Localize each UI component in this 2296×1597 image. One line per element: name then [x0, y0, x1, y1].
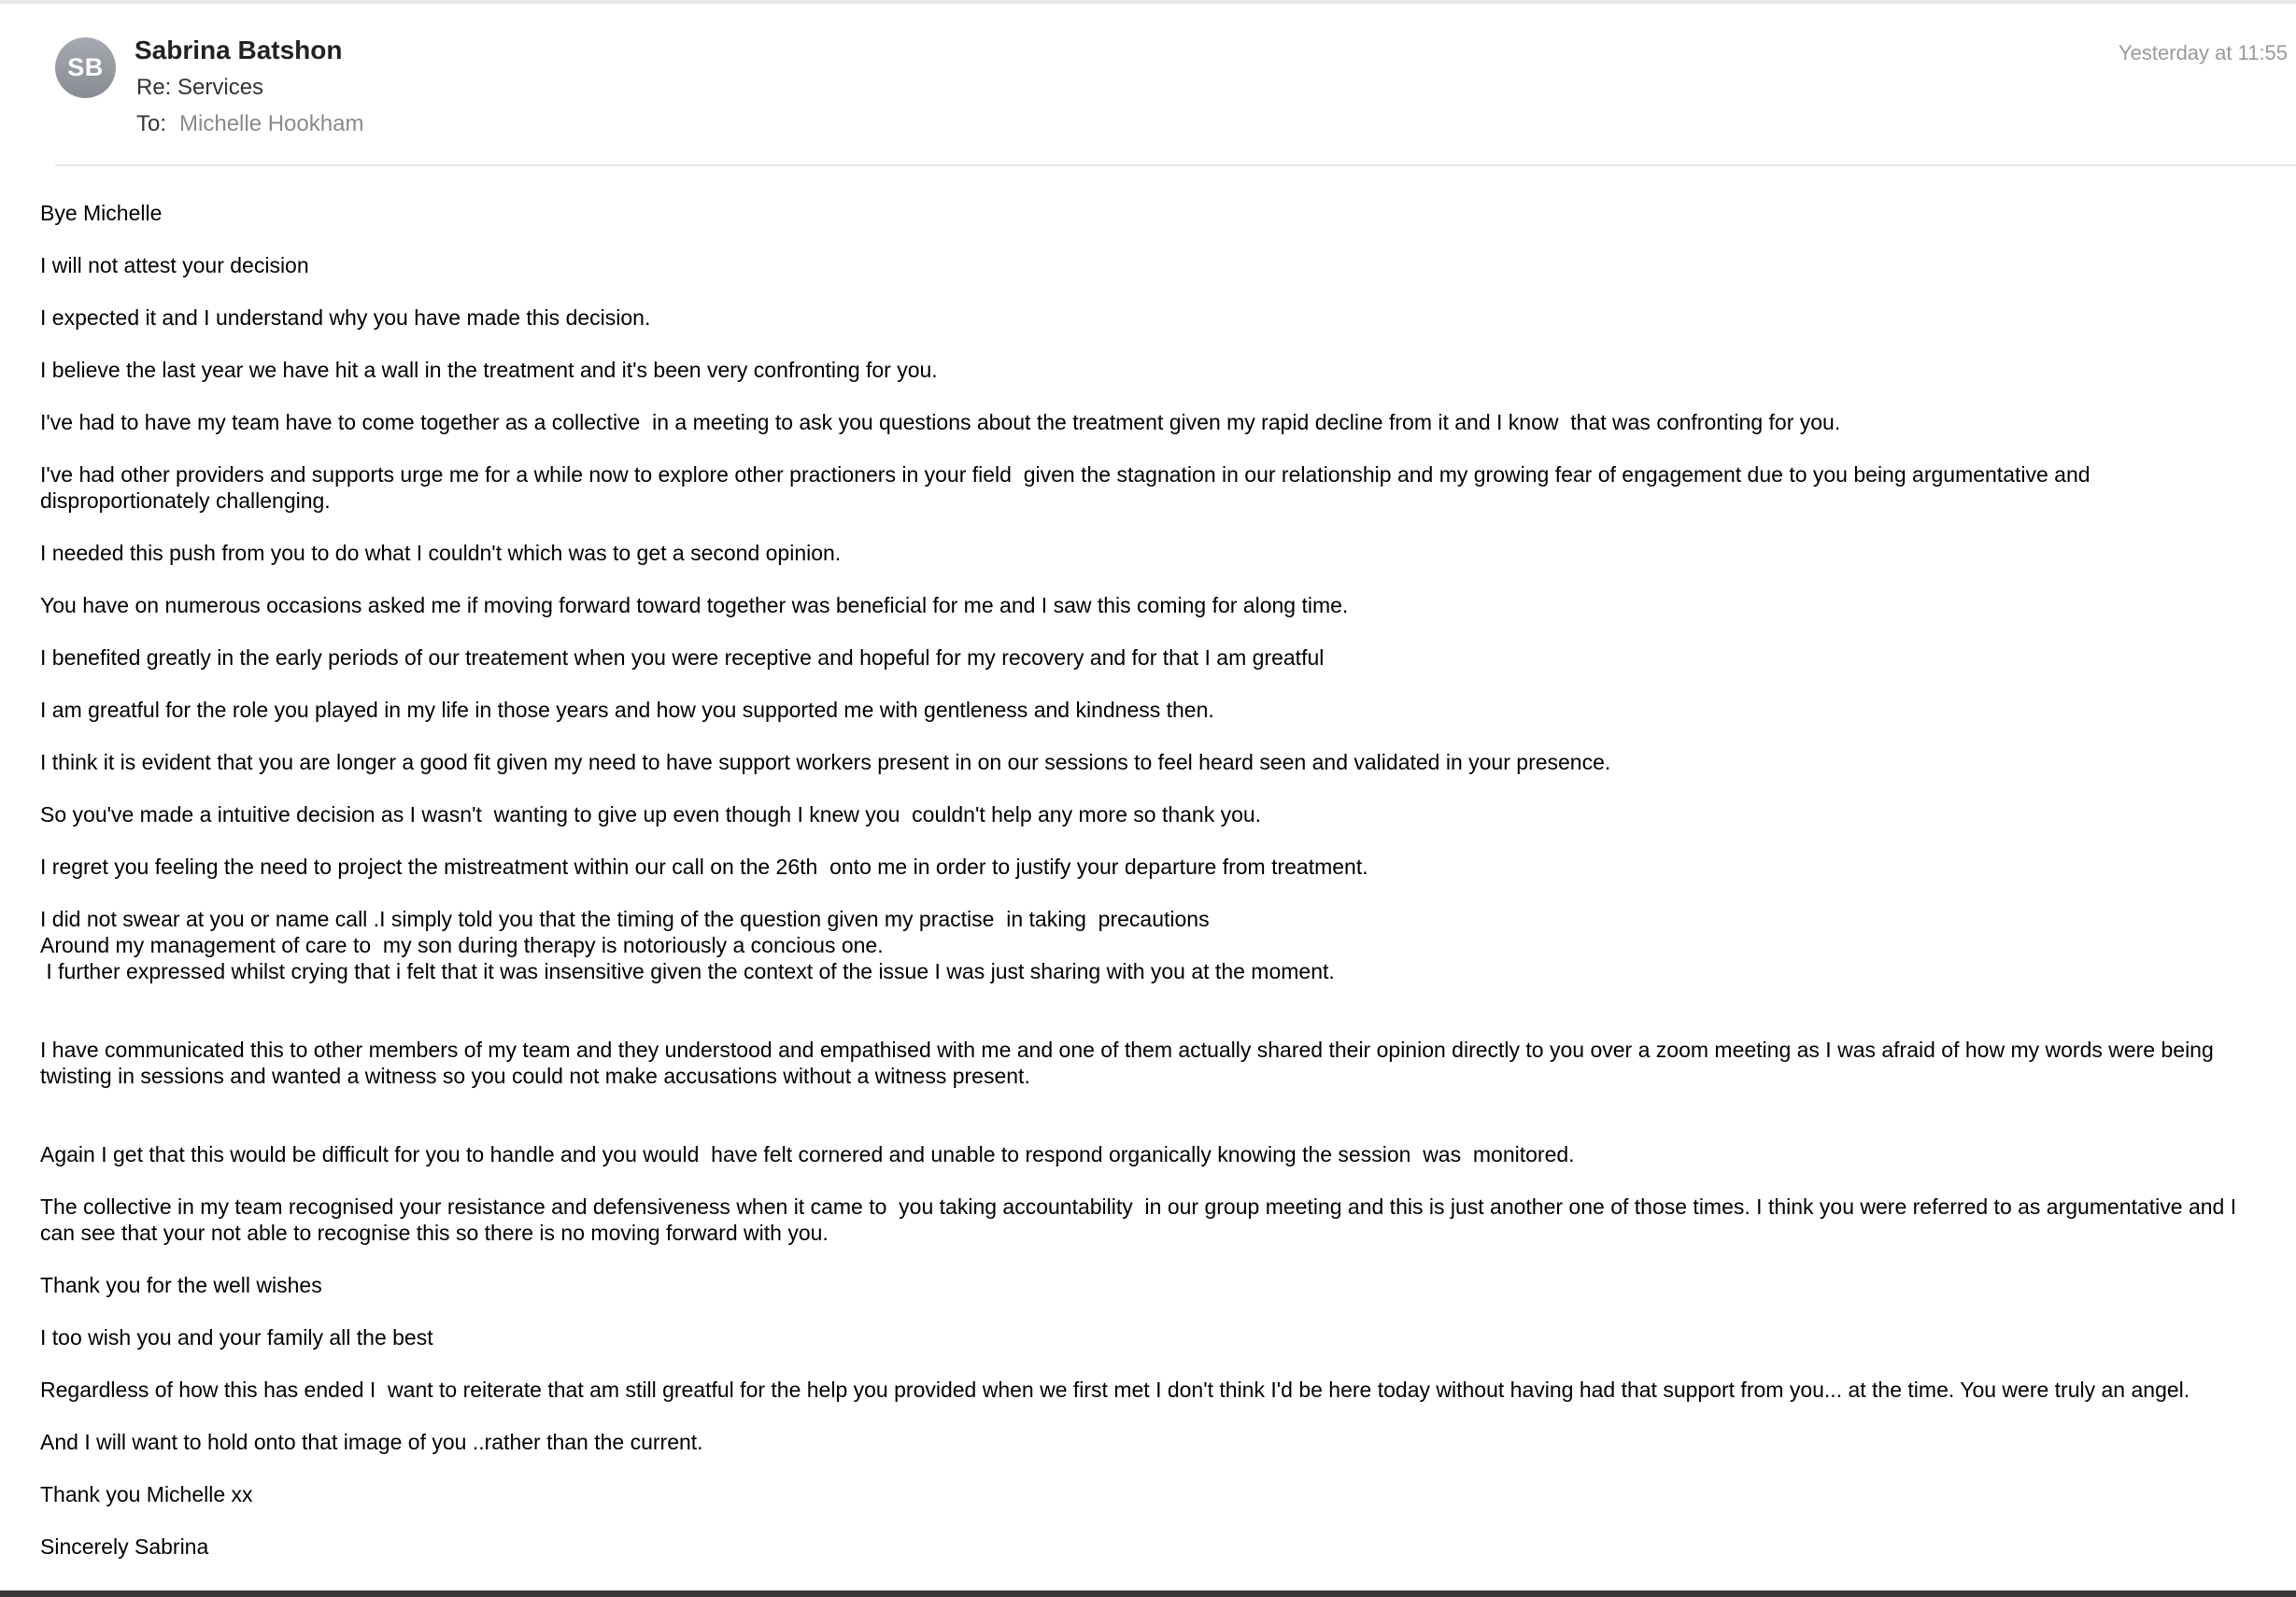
- body-line: I have communicated this to other members of my team and they understood and empathised with me and one of them actually shared their opinion directly to you over a zoom meeting as I was afraid of how my words were being: [40, 1038, 2214, 1062]
- body-paragraph: [40, 697, 2296, 723]
- body-paragraph: [40, 1272, 2296, 1298]
- body-line: I think it is evident that you are longer a good fit given my need to have support workers present in on our sessions to feel heard seen and validated in your presence.: [40, 750, 1611, 774]
- body-line: So you've made a intuitive decision as I wasn't wanting to give up even though I knew you couldn't help any more so thank you.: [40, 802, 1262, 827]
- body-line: You have on numerous occasions asked me if moving forward toward together was beneficial for me and I saw this coming for along time.: [40, 593, 1349, 617]
- message-timestamp: Yesterday at 11:55: [2119, 41, 2289, 64]
- body-paragraph: [40, 540, 2296, 566]
- body-paragraph: [40, 357, 2296, 383]
- body-line: I believe the last year we have hit a wall in the treatment and it's been very confronting for you.: [40, 358, 938, 382]
- body-line: Around my management of care to my son during therapy is notoriously a concious one.: [40, 933, 884, 957]
- to-label: To:: [136, 111, 167, 136]
- body-line: I am greatful for the role you played in my life in those years and how you supported me with gentleness and kindness then.: [40, 698, 1214, 722]
- body-line: I benefited greatly in the early periods of our treatement when you were receptive and hopeful for my recovery and for that I am greatful: [40, 645, 1325, 670]
- body-paragraph: [40, 409, 2296, 435]
- body-line: The collective in my team recognised your resistance and defensiveness when it came to you taking accountability in our group meeting and this is just another one of those times. I think you were referred to as argumentative and I: [40, 1194, 2237, 1219]
- body-line: I will not attest your decision: [40, 253, 309, 277]
- body-paragraph: [40, 1429, 2296, 1455]
- body-paragraph: [40, 801, 2296, 827]
- sender-name[interactable]: Sabrina Batshon: [135, 35, 343, 64]
- body-paragraph: [40, 304, 2296, 331]
- sender-avatar[interactable]: SB: [55, 37, 116, 98]
- body-paragraph: [40, 1141, 2296, 1167]
- recipient-name[interactable]: Michelle Hookham: [179, 111, 364, 136]
- body-paragraph: [40, 1037, 2296, 1089]
- body-line: I did not swear at you or name call .I simply told you that the timing of the question given my practise in taking precautions: [40, 907, 1210, 931]
- body-line: I needed this push from you to do what I couldn't which was to get a second opinion.: [40, 541, 842, 565]
- body-paragraph: [40, 1324, 2296, 1350]
- message-body: [40, 200, 2296, 1586]
- body-line: I further expressed whilst crying that i felt that it was insensitive given the context of the issue I was just sharing with you at the moment.: [40, 959, 1335, 983]
- body-paragraph: [40, 252, 2296, 278]
- body-paragraph: [40, 644, 2296, 671]
- body-paragraph: [40, 1194, 2296, 1246]
- body-line: I've had to have my team have to come together as a collective in a meeting to ask you questions about the treatment given my rapid decline from it and I know that was confronting for you.: [40, 410, 1841, 434]
- body-line: Again I get that this would be difficult for you to handle and you would have felt cornered and unable to respond organically knowing the session was monitored.: [40, 1142, 1575, 1166]
- body-line: I've had other providers and supports urge me for a while now to explore other practioners in your field given the stagnation in our relationship and my growing fear of engagement due to you being argumentative and: [40, 462, 2090, 487]
- body-paragraph: [40, 200, 2296, 226]
- header-divider: [55, 164, 2296, 166]
- body-line: disproportionately challenging.: [40, 488, 331, 513]
- body-line: Sincerely Sabrina: [40, 1534, 209, 1559]
- body-paragraph: [40, 592, 2296, 618]
- body-line: Thank you Michelle xx: [40, 1482, 253, 1506]
- body-line: can see that your not able to recognise this so there is no moving forward with you.: [40, 1221, 829, 1245]
- body-paragraph: [40, 1481, 2296, 1507]
- body-line: I regret you feeling the need to project the mistreatment within our call on the 26th onto me in order to justify your departure from treatment.: [40, 855, 1368, 879]
- recipients-line: [136, 111, 363, 137]
- body-line: I expected it and I understand why you have made this decision.: [40, 305, 651, 330]
- body-paragraph: [40, 461, 2296, 514]
- body-line: Regardless of how this has ended I want to reiterate that am still greatful for the help you provided when we first met I don't think I'd be here today without having had that support from you... at the time. You were truly an angel.: [40, 1378, 2190, 1402]
- body-line: Thank you for the well wishes: [40, 1273, 322, 1297]
- body-line: Bye Michelle: [40, 201, 163, 225]
- window-bottom-edge: [0, 1590, 2296, 1597]
- message-subject: Re: Services: [136, 75, 264, 100]
- body-line: twisting in sessions and wanted a witness so you could not make accusations without a witness present.: [40, 1064, 1030, 1088]
- body-line: And I will want to hold onto that image of you ..rather than the current.: [40, 1430, 703, 1454]
- message-header: [0, 4, 2296, 168]
- body-paragraph: [40, 1533, 2296, 1560]
- body-line: I too wish you and your family all the best: [40, 1325, 433, 1350]
- body-paragraph: [40, 749, 2296, 775]
- body-paragraph: [40, 906, 2296, 984]
- body-paragraph: [40, 1377, 2296, 1403]
- body-paragraph: [40, 854, 2296, 880]
